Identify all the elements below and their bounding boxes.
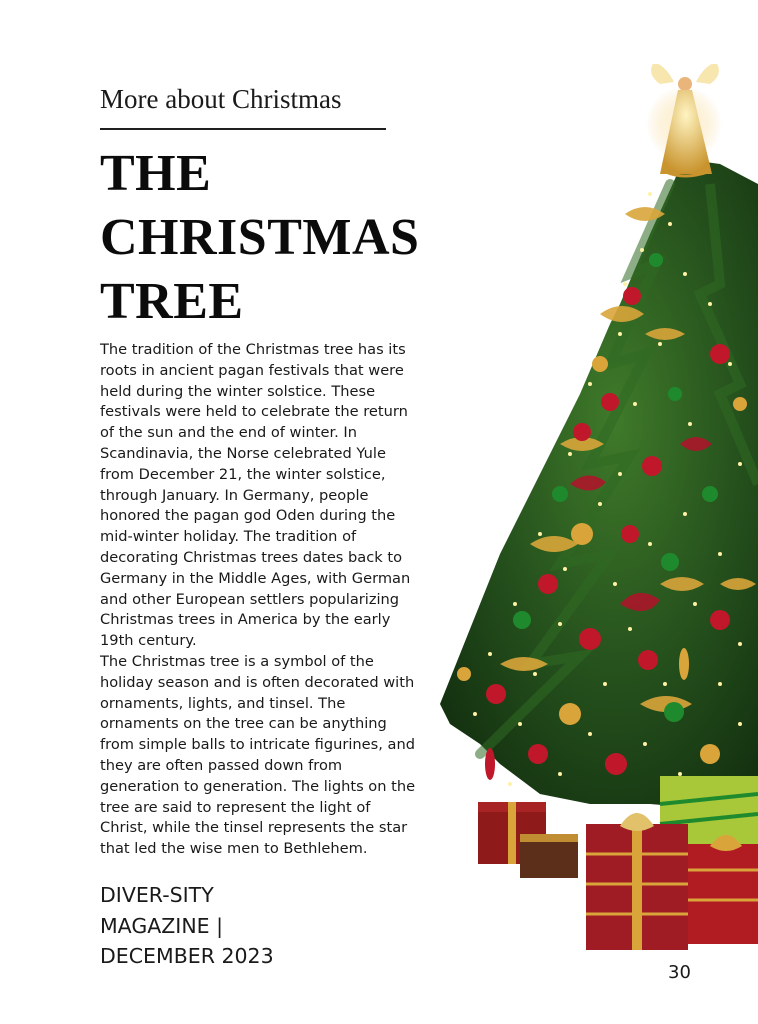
body-line: decorating Christmas trees dates back to [100,548,403,566]
section-divider [100,128,386,130]
body-line: from simple balls to intricate figurines, and [100,736,415,754]
body-line: from December 21, the winter solstice, [100,465,386,483]
body-line: mid-winter holiday. The tradition of [100,528,357,546]
body-line: The Christmas tree is a symbol of the [100,652,374,670]
body-line: The tradition of the Christmas tree has its [100,341,406,358]
christmas-tree-image [420,64,758,964]
page-title [100,142,419,334]
body-line: generation to generation. The lights on the [100,777,416,795]
body-line: they are often passed down from [100,756,343,774]
body-line: 19th century. [100,632,197,650]
footer-line: DECEMBER 2023 [100,944,274,968]
body-line: Germany in the Middle Ages, with German [100,569,411,587]
body-line: Christ, while the tinsel represents the star [100,819,408,837]
body-line: ornaments on the tree can be anything [100,715,387,733]
footer-line: DIVER-SITY [100,883,214,907]
angel-topper [646,64,722,176]
section-label: More about Christmas [100,84,342,114]
body-line: ornaments, lights, and tinsel. The [100,694,346,712]
title-line: CHRISTMAS [100,209,420,266]
christmas-tree-illustration [420,64,758,964]
body-line: holiday season and is often decorated with [100,673,415,691]
body-line: that led the wise men to Bethlehem. [100,840,368,858]
body-line: Scandinavia, the Norse celebrated Yule [100,444,386,462]
body-line: held during the winter solstice. These [100,382,376,400]
body-line: honored the pagan god Oden during the [100,507,396,525]
body-line: roots in ancient pagan festivals that were [100,361,404,379]
footer-line: MAGAZINE | [100,913,224,938]
body-line: festivals were held to celebrate the return [100,403,408,421]
title-line: THE [100,145,212,202]
page-number: 30 [668,962,691,983]
body-line: through January. In Germany, people [100,486,369,504]
magazine-footer [100,880,274,972]
body-line: tree are said to represent the light of [100,798,371,816]
article-body [100,340,422,860]
body-line: and other European settlers popularizing [100,590,400,608]
title-line: TREE [100,273,244,330]
body-line: Christmas trees in America by the early [100,611,391,629]
body-line: of the sun and the end of winter. In [100,424,357,442]
